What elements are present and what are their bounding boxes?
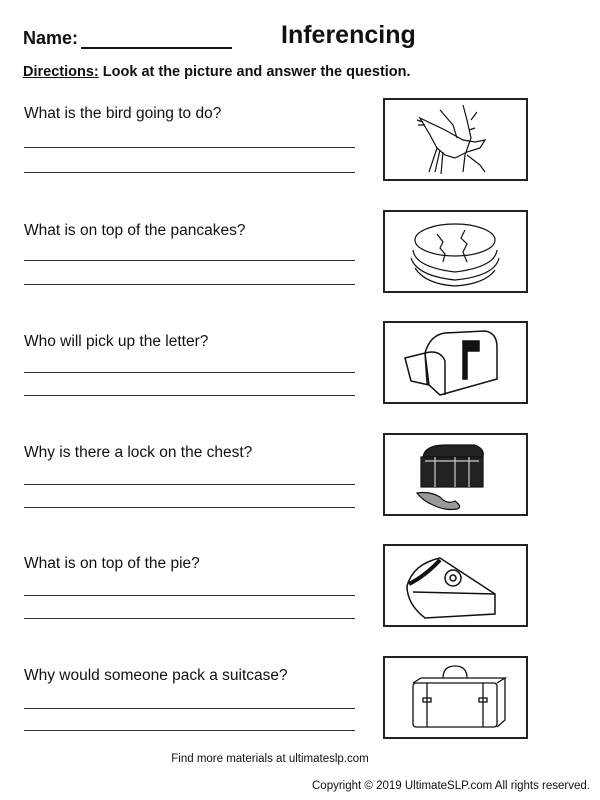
directions-text: Look at the picture and answer the question. [98, 64, 411, 80]
suitcase-icon [383, 656, 528, 739]
more-materials-text: Find more materials at ultimateslp.com [171, 753, 369, 765]
mailbox-icon [383, 321, 528, 404]
answer-line[interactable] [24, 395, 355, 396]
answer-line[interactable] [24, 708, 355, 709]
pie-slice-icon [383, 544, 528, 627]
copyright-text: Copyright © 2019 UltimateSLP.com All rights reserved. [312, 780, 590, 792]
question-text: What is on top of the pancakes? [24, 222, 246, 239]
question-item [0, 444, 600, 534]
question-item [0, 555, 600, 645]
answer-line[interactable] [24, 372, 355, 373]
answer-line[interactable] [24, 147, 355, 148]
treasure-chest-icon [383, 433, 528, 516]
answer-line[interactable] [24, 507, 355, 508]
answer-line[interactable] [24, 484, 355, 485]
answer-line[interactable] [24, 595, 355, 596]
question-text: What is on top of the pie? [24, 555, 200, 572]
page-title: Inferencing [281, 21, 416, 49]
question-text: What is the bird going to do? [24, 105, 222, 122]
answer-line[interactable] [24, 730, 355, 731]
name-label: Name: [23, 28, 79, 48]
question-text: Who will pick up the letter? [24, 333, 209, 350]
question-text: Why would someone pack a suitcase? [24, 667, 288, 684]
question-item [0, 333, 600, 423]
answer-line[interactable] [24, 260, 355, 261]
question-item [0, 667, 600, 757]
directions-label: Directions: [23, 64, 99, 80]
answer-line[interactable] [24, 618, 355, 619]
pancakes-icon [383, 210, 528, 293]
question-item [0, 105, 600, 195]
directions [23, 64, 411, 80]
answer-line[interactable] [24, 284, 355, 285]
question-text: Why is there a lock on the chest? [24, 444, 253, 461]
question-item [0, 222, 600, 312]
answer-line[interactable] [24, 172, 355, 173]
name-answer-line[interactable] [81, 47, 232, 49]
bird-on-branch-icon [383, 98, 528, 181]
